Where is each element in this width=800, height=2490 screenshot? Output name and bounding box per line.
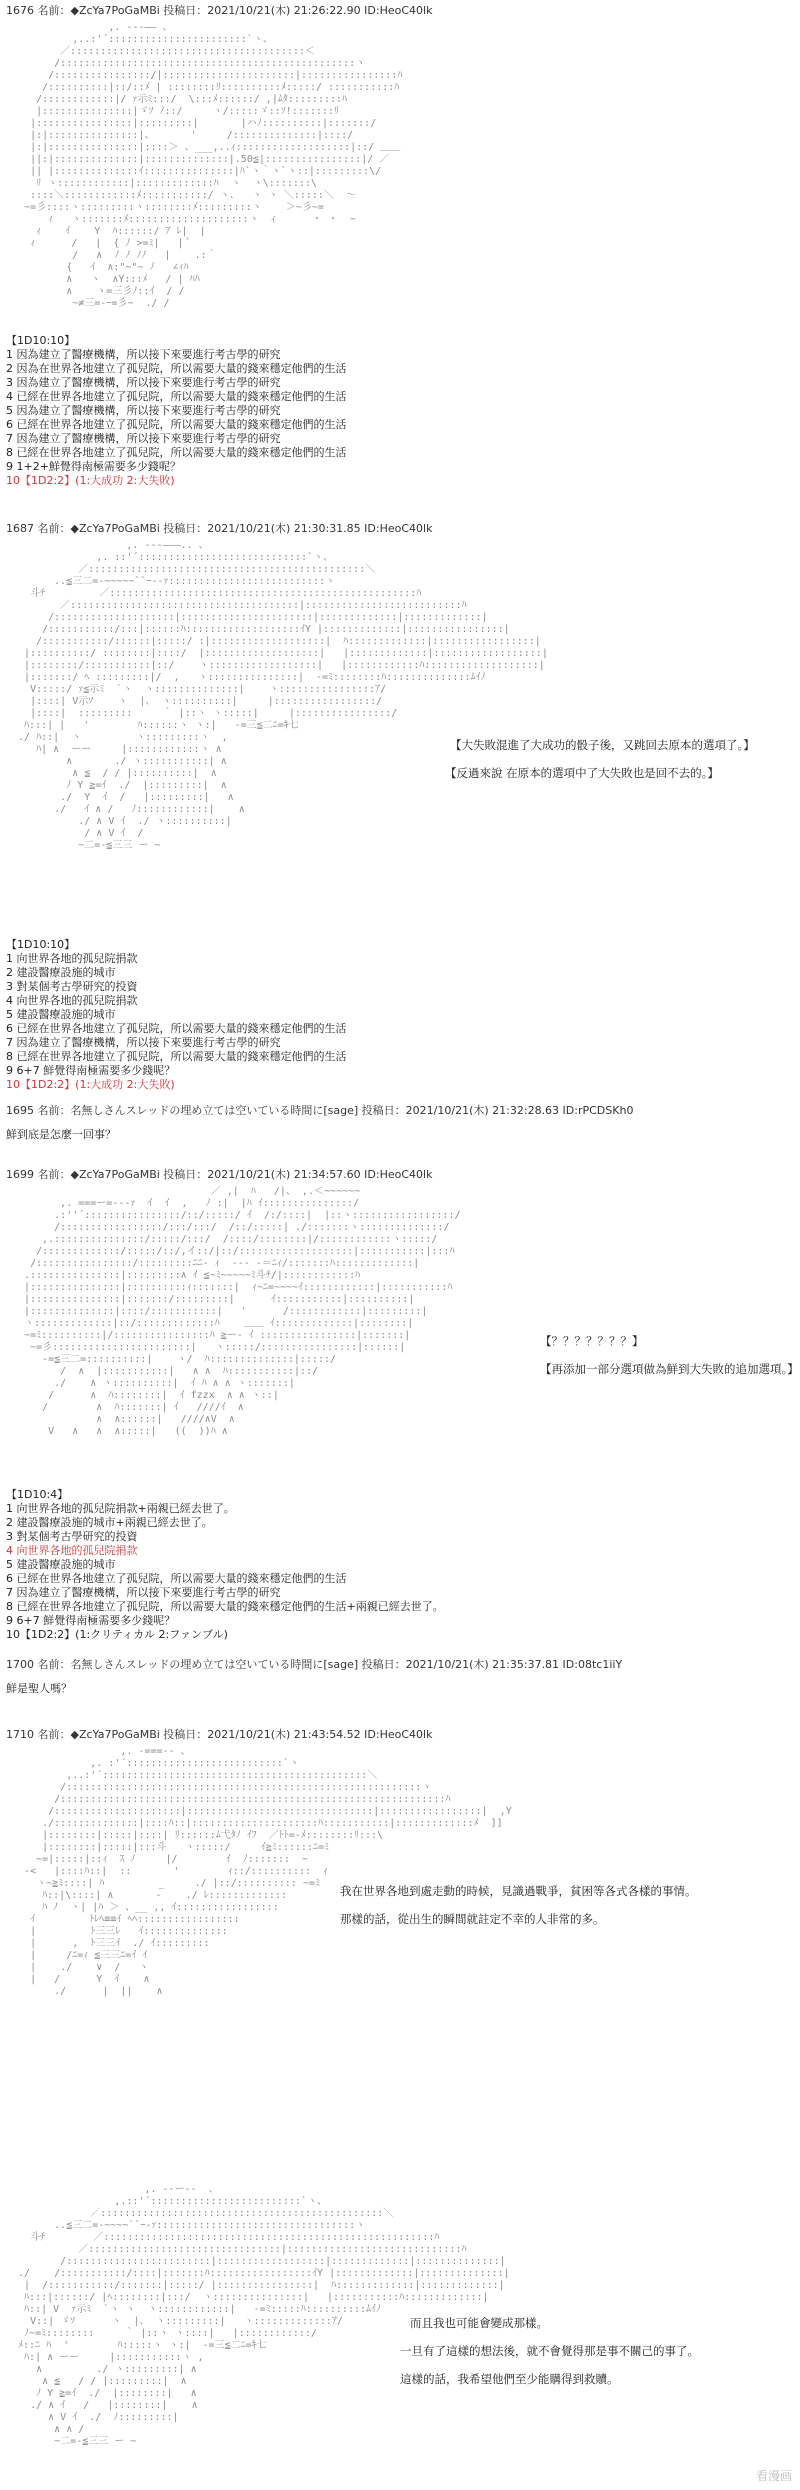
list-item: 4 向世界各地的孤兒院捐款 bbox=[6, 994, 138, 1007]
annotation: 那樣的話，從出生的瞬間就註定不幸的人非常的多。 bbox=[340, 1912, 605, 1926]
list-item: 1 向世界各地的孤兒院捐款+兩親已經去世了。 bbox=[6, 1502, 235, 1515]
watermark: 看漫画 bbox=[755, 2469, 792, 2483]
list-item: 8 已經在世界各地建立了孤兒院，所以需要大量的錢來穩定他們的生活 bbox=[6, 446, 347, 459]
list-item: 4 已經在世界各地建立了孤兒院，所以需要大量的錢來穩定他們的生活 bbox=[6, 390, 347, 403]
post-header: 1676 名前：◆ZcYa7PoGaMBi 投稿日：2021/10/21(木) 21:26:22.90 ID:HeoC40lk bbox=[6, 4, 433, 17]
annotation: 【大失敗混進了大成功的骰子後，又跳回去原本的選項了。】 bbox=[450, 738, 755, 752]
list-item: 3 對某個考古學研究的投資 bbox=[6, 1530, 138, 1543]
list-item: 4 向世界各地的孤兒院捐款 bbox=[6, 1544, 138, 1557]
list-item: 2 建設醫療設施的城市 bbox=[6, 966, 116, 979]
ascii-art: ,. --ー‐‐ 、 ,.::'´:::::::::::::::::::::::::`ヽ、 ／:::::::::::::::::::::::::::::::::::::::::::::::＼ ..≦三二=‐~~~~``ｰ‐ｧ:::::::::::::::::::::::::::::::::ヽ 斗ﾁ ／:::::::::::::::::::::::::::::::::::::::::::::::::::::::ﾊ ／::::::::::::::::::::::::::::::::|:::::::::::::::::::::::::::::ﾊ /::::::::::::::::::::::::|::::::::::::::::::|:::::::::::::|::::::::::::::| ./ /:::::::::::/::::|:::::::ﾊ:::::::::::::::::ｲY |:::::::::::::|::::::::::::::| | /:::::::::::/:::::::|:::::/ |::::::::::::::::| ﾊ:::::::::::::|:::::::::::::| ﾊ:::|::::::/ |ﾍ::::::::|:::/ ヽ:::::::::::::::| |:::::::::::ﾊ:::::::::::::| ﾊ::| V ｧ示ﾐ `ヽ ヽ ヽ::::::::::::| ‐=ﾐ:::::ﾊ::::::::::ﾑｲﾉ V::| ゞｿ ヽ |、 ヽ:::::::::| ヽ:::::::::::::ｱ/ ﾉ~=ﾐ:::::::: ｀ |::ヽ ヽ::::| |::::::::::::/ ﾒ::ﾆ ﾊ ' ﾊ:::::ヽ ヽ:| ‐=三≦二ﾆ=ｷ七 ﾊ:| ∧ ーー |:::::::::::ヽ , ∧ ./ ヽ:::::::::| ∧ ∧ ≦ / / |:::::::::| ∧ ﾉ Y ≧=ｲ ./ |::::::::| ∧ ./ ∧ ｲ / |::::::::| ∧ ∧ V ｲ ./ ﾉ:::::::::| ∧ ∧ / ~二=-≦三三 ー ~ bbox=[18, 2184, 510, 2447]
list-item: 6 已經在世界各地建立了孤兒院，所以需要大量的錢來穩定他們的生活 bbox=[6, 1572, 347, 1585]
annotation: 我在世界各地到處走動的時候，見識過戰爭，貧困等各式各樣的事情。 bbox=[340, 1884, 697, 1898]
list-item: 1 因為建立了醫療機構，所以接下來要進行考古學的研究 bbox=[6, 348, 281, 361]
option-list bbox=[6, 938, 347, 1092]
ascii-art: ,. -===‐- 、 ,. :'´::::::::::::::::::::::::::`ヽ ,..:'´::::::::::::::::::::::::::::::::::::::::::::＼ /:::::::::::::::::::::::::::::::::::::::::::::::::::::::::::ヽ /::::::::::::::::::::::::::::::::::::::::::::::::::::::::::::::::ﾊ /:::::::::::::::::::::|:::::::::::::::::::::::::::::::|:::::::::::::::::| ,Y ./::::::::::::::|::::ﾊ::|:::::::::::::::::::::ﾊ:::::::::::|:::::::::::::ﾒ ]] |::::::::|:::::|::::| ﾘ::::::ﾑ弋ﾀﾉ ｲﾌ ／ﾄﾄ=‐ﾒ::::::::ﾘ:::\ |::::::::|:::::|:::斗 ヽ:::::/ ｲ≧ﾐ::::::ﾆ=ﾐ ~=|:::::|::ｨ ｽ ﾉ |/ ｲ ﾉ::::::: ~ ‐< |::::ﾊ::| :: ' ｨ::/:::::::::: ｨ ヽ~≧ﾐ::::| ﾊ _ ./ |::/:::::::::: ~=ﾐ ﾊ::|\::::| ∧ ‐ ./ ﾚ::::::::::::: ﾊ ﾉ ヽ| |ﾊ ＞ 、__ ,, ｲ::::::::::::::::: ｲ ﾄﾚﾍ≡≡ｲ ﾍﾍ::::::::::::::::: | ﾄ三三ﾚ ｲ:::::::::::::: | , ﾄ三三ｲ ./ ｲ::::::::: | /ﾆ=ｨ ≦三三ﾆ=ｲ ｲ | ./ ∨ / ヽ | / Y ｲ ∧ ./ | || ∧ bbox=[24, 1746, 512, 1997]
list-item: 3 對某個考古學研究的投資 bbox=[6, 980, 138, 993]
list-item: 【1D10:4】 bbox=[6, 1488, 69, 1501]
annotation: 【再添加一部分選項做為鮮到大失敗的追加選項。】 bbox=[540, 1362, 799, 1376]
post-header: 1699 名前：◆ZcYa7PoGaMBi 投稿日：2021/10/21(木) 21:34:57.60 ID:HeoC40lk bbox=[6, 1168, 433, 1181]
list-item: 9 6+7 鮮覺得南極需要多少錢呢？ bbox=[6, 1064, 176, 1077]
annotation: 【？？？？？？？】 bbox=[540, 1334, 644, 1348]
ascii-art: ,. ---―――.. 、 ,. ::'´::::::::::::::::::::::::::::`ヽ、 ／::::::::::::::::::::::::::::::::::::::::::::::＼ ..≦三二=‐~~~~~``ｰ‐‐ｧ::::::::::::::::::::::::::ヽ 斗ﾁ ／:::::::::::::::::::::::::::::::::::::::::::::::::::ﾊ ／::::::::::::::::::::::::::::::::::::::|::::::::::::::::::::::::::ﾊ /::::::::::::::::::::|::::::::::::::::::::::|:::::::::::::|:::::::::::::| /:::::::::::/:::|::::::ﾊ:::::::::::::::::::ｲY |:::::::::::::|::::::::::::::::| /:::::::::::/::::::|:::::/ :|:::::::::::::::::::| ﾊ:::::::::::::|:::::::::::::::::| |::::::::::/ ::::::::|::::/ |:::::::::::::::::::| |:::::::::::::|::::::::::::::::::| |::::::::/:::::::::::|::/ ヽ::::::::::::::::::| |::::::::::::ﾊ:::::::::::::::::::| |:::::::/ ﾍ :::::::::|/ , ヽ:::::::::::::::| ‐=ﾐ::::::::ﾊ::::::::::::::ﾑｲﾉ V:::::/ ｧ≦示ﾐ `ヽ ヽ::::::::::::::| ヽ::::::::::::::::ｱ/ |::::| V示ｿ ヽ |、 ヽ::::::::::| |:::::::::::::::::/ |::::| ::::::::: ｀ |::ヽ ヽ:::::| |::::::::::::::::/ ﾊ:::| | ' ﾊ::::::ヽ ヽ:| ‐=三≦二ﾆ=ｷ七 ./ ﾊ::| ヽ ヽ:::::::::ヽ , ﾊ| ∧ ーー |::::::::::::ヽ ∧ ∧ ./ ヽ:::::::::::| ∧ ∧ ≦ / / |::::::::::| ∧ ﾉ Y ≧=ｲ ./ |:::::::::| ∧ ./ Y ｲ / |:::::::::| ∧ ./ ｲ ∧ / ﾉ::::::::::::| ∧ ./ ∧ V ｲ ./ ヽ::::::::::| / ∧ V ｲ / ~二=-≦三三 ー ~ bbox=[18, 540, 548, 851]
list-item: 8 已經在世界各地建立了孤兒院，所以需要大量的錢來穩定他們的生活 bbox=[6, 1050, 347, 1063]
list-item: 【1D10:10】 bbox=[6, 334, 76, 347]
list-item: 10【1D2:2】(1:クリティカル 2:ファンブル) bbox=[6, 1628, 228, 1641]
post-header: 1687 名前：◆ZcYa7PoGaMBi 投稿日：2021/10/21(木) 21:30:31.85 ID:HeoC40lk bbox=[6, 522, 433, 535]
list-item: 5 建設醫療設施的城市 bbox=[6, 1558, 116, 1571]
comment-text: 鮮到底是怎麼一回事？ bbox=[6, 1128, 116, 1141]
list-item: 7 因為建立了醫療機構，所以接下來要進行考古學的研究 bbox=[6, 432, 281, 445]
post-header: 1710 名前：◆ZcYa7PoGaMBi 投稿日：2021/10/21(木) 21:43:54.52 ID:HeoC40lk bbox=[6, 1728, 433, 1741]
option-list bbox=[6, 334, 347, 488]
list-item: 7 因為建立了醫療機構，所以接下來要進行考古學的研究 bbox=[6, 1036, 281, 1049]
list-item: 3 因為建立了醫療機構，所以接下來要進行考古學的研究 bbox=[6, 376, 281, 389]
list-item: 1 向世界各地的孤兒院捐款 bbox=[6, 952, 138, 965]
list-item: 7 因為建立了醫療機構，所以接下來要進行考古學的研究 bbox=[6, 1586, 281, 1599]
ascii-art: ,. ---―― 、 ,..:'´:::::::::::::::::::::::`ヽ、 ／:::::::::::::::::::::::::::::::::::::::＜ /:::::::::::::::::::::::::::::::::::::::::::::::::ヽ /::::::::::::::::/|::::::::::::::::::::::|::::::::::::::::ﾊ /::::::::::|::/::ﾒ | ::::::::ﾘ::::::::::ﾒ:::::/ :::::::::::ﾊ /::::::::::::|/ ｧ示ﾐ:::/ \:::ﾒ::::::/ ,|ﾑﾀ:::::::::ﾊ |:::::::::::::::|ゞｿ ﾉ::/ ヽ/:::::ゞ::ｿ!:::::::ﾘ |::::::::::::::::|:::::::::| |ハﾉ::::::::::|:::::::/ |:|:::::::::::::::|、 ' /::::::::::::::|::::/ |:|:::::::::::::::|::::＞ 、___,..ｨ:::::::::::::::::::|::/ ＿＿ ||:|::::::::::::::|::::::::::::::|.50≦|::::::::::::::::|/ ／ || |::::::::::::::ｲ:::::::::::::::|ﾊ`ヽ｀ヽ`ヽ::|:::::::::\/ ﾘ ヽ::::::::::::|:::::::::::::ﾊ ヽ ヽ\:::::::\ ::::＼::::::::::::ﾒ:::::::::::/ ヽ、 ヽ ヽ ＼:::::＼ ～ ~=彡::::ヽ:::::::::ヽ::::::::ﾒ:::::::::ヽ ＞~彡~= ｨ ヽ:::::::ﾒ::::::::::::::::::::ヽ ｨ ・ ・ ~ ｨ ｲ Y ﾊ::::::/ ｱ ﾚ| | ｨ / | { ﾉ >=ﾐ| | ﾟ / ∧ ﾉ ﾉ ﾉﾉ | .:｀ { ｲ ∧:"~"~ ﾉ ∠ｨﾊ ∧ ヽ ∧Y:::ﾒ / | ﾊﾊ ∧ ヽ=三彡ﾉ::ｲ / / ~≠三=-ｰ=彡~ ./ / bbox=[24, 22, 403, 309]
ascii-art: ／ ,| ﾊ /|、 ,.＜~~~~~~ ,. ===ー=‐‐‐ｧ ｲ ｲ , ﾉ :| |ﾊ ｲ:::::::::::::::/ .:''´::::::::::::::::/::/:::::/ ｲ /:/::::| |::ヽ:::::::::::::::::/ /:::::::::::::::::/:::/:::/ /::/:::::| ./:::::::ヽ::::::::::::::/ ,.:::::::::::::::/:::::/:::/ /::::/::::::::|/::::::::::::ヽ:::::/ /:::::::::::::/:::::/::/,イ::/|::/:::::::::::::::::::|:::::::::::|:::ﾊ /::::::::::::::::/:::::::::ﾆﾆ‐ ｨ ‐‐‐ ‐＝ﾆｨ/:::::::ﾊ:::::::::::::| .:::::::::::::::|:::::::::∧ ｲ ≦~ﾐ~~~~~ﾐ斗ﾁ/|::::::::::::ﾊ |:::::::::::::::|::::::::::ｨ:::::::| ｨ~ﾆ=~~~~ｲ::::::::::::|:::::::::::ﾊ |:::::::::::::::|:::::::/:::::::::| ｲ:::::::::::|::::::::::| |::::::::::::::|::::/:::::::::::| ' /::::::::::::|:::::::::| ヽ:::::::::::::|::/:::::::::::::ﾊ ＿＿ ｲ:::::::::::::|::::::::| ~=ﾐ::::::::::|/::::::::::::::::ﾊ ≧ー‐ ｲ ::::::::::::::::|:::::::| ~=彡:::::::::::::::::::::::| ヽ:::::/::::::::::::::::|::::::| ‐=≦三二=::::::::::| ヽ/ ﾊ::::::::::::::|:::::/ / ∧ |:::::::::::| ∧ ∧ ﾊ:::::::::::|::/ ./ ∧ ヽ::::::::::| ｲ ﾊ ∧ ∧ ヽ:::::::| / ∧ ﾊ::::::::| ｲ fzzx ∧ ∧ ヽ::| / ∧ ﾊ:::::::| ｲ ////ｲ ∧ ∧ ∧::::::| ////∧V ∧ V ∧ ∧ ∧:::::| (( ))ﾊ ∧ bbox=[24, 1186, 461, 1437]
annotation: 這樣的話，我希望他們至少能購得到救贖。 bbox=[400, 2372, 619, 2386]
list-item: 2 因為在世界各地建立了孤兒院，所以需要大量的錢來穩定他們的生活 bbox=[6, 362, 347, 375]
list-item: 8 已經在世界各地建立了孤兒院，所以需要大量的錢來穩定他們的生活+兩親已經去世了。 bbox=[6, 1600, 444, 1613]
annotation: 【反過來說 在原本的選項中了大失敗也是回不去的。】 bbox=[445, 766, 719, 780]
list-item: 6 已經在世界各地建立了孤兒院，所以需要大量的錢來穩定他們的生活 bbox=[6, 418, 347, 431]
list-item: 10【1D2:2】(1:大成功 2:大失敗) bbox=[6, 474, 175, 487]
option-list bbox=[6, 1488, 444, 1642]
post-header: 1695 名前：名無しさんスレッドの埋め立ては空いている時間に[sage] 投稿日：2021/10/21(木) 21:32:28.63 ID:rPCDSKh0 bbox=[6, 1104, 634, 1117]
list-item: 2 建設醫療設施的城市+兩親已經去世了。 bbox=[6, 1516, 213, 1529]
list-item: 5 建設醫療設施的城市 bbox=[6, 1008, 116, 1021]
list-item: 10【1D2:2】(1:大成功 2:大失敗) bbox=[6, 1078, 175, 1091]
annotation: 一旦有了這樣的想法後，就不會覺得那是事不關己的事了。 bbox=[400, 2344, 699, 2358]
list-item: 9 6+7 鮮覺得南極需要多少錢呢？ bbox=[6, 1614, 176, 1627]
list-item: 6 已經在世界各地建立了孤兒院，所以需要大量的錢來穩定他們的生活 bbox=[6, 1022, 347, 1035]
annotation: 而且我也可能會變成那樣。 bbox=[410, 2316, 548, 2330]
comment-text: 鮮是聖人嗎？ bbox=[6, 1682, 72, 1695]
post-header: 1700 名前：名無しさんスレッドの埋め立ては空いている時間に[sage] 投稿日：2021/10/21(木) 21:35:37.81 ID:08tc1iiY bbox=[6, 1658, 623, 1671]
list-item: 9 1+2+鮮覺得南極需要多少錢呢？ bbox=[6, 460, 181, 473]
list-item: 【1D10:10】 bbox=[6, 938, 76, 951]
list-item: 5 因為建立了醫療機構，所以接下來要進行考古學的研究 bbox=[6, 404, 281, 417]
